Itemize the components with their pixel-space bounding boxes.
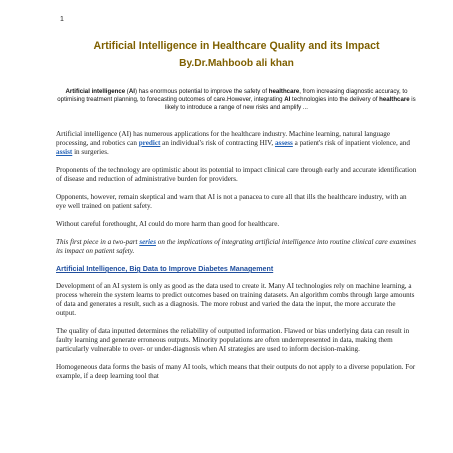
- abstract-bold: AI: [128, 88, 135, 95]
- paragraph: Proponents of the technology are optimistic about its potential to impact clinical care through early and accurate identification of disease and reduction of administrative burden for providers.: [56, 166, 417, 183]
- abstract-text: technologies into the delivery of: [290, 96, 380, 103]
- assess-link[interactable]: assess: [274, 139, 293, 147]
- predict-link[interactable]: predict: [138, 139, 161, 147]
- paragraph-text: in surgeries.: [72, 148, 109, 156]
- paragraph-italic: [56, 238, 417, 256]
- page-number: 1: [60, 16, 64, 23]
- paragraph: Opponents, however, remain skeptical and warn that AI is not a panacea to cure all that ills the healthcare industry, with an eye well trained on patient safety.: [56, 193, 407, 210]
- abstract-text: ) has enormous potential to improve the safety of: [134, 88, 269, 95]
- paragraph: Without careful forethought, AI could do more harm than good for healthcare.: [56, 220, 280, 228]
- paragraph-text: on the implications of integrating artificial intelligence into routine clinical care examines its impact on patient safety.: [56, 238, 417, 255]
- paragraph: The quality of data inputted determines the reliability of outputted information. Flawed or bias underlying data can result in faulty learning and generate erroneous outputs. Minority populations are often underrepresented in data, making them particularly vulnerable to over- or under-diagnosis when AI strategies are used to inform decision-making.: [56, 327, 410, 353]
- abstract: [56, 88, 417, 112]
- abstract-bold: Artificial intelligence: [65, 88, 126, 95]
- paragraph-text: an individual's risk of contracting HIV,: [160, 139, 275, 147]
- abstract-text: (: [125, 88, 129, 95]
- paragraph-text: This first piece in a two-part: [56, 238, 140, 246]
- article-body: [56, 130, 417, 381]
- paragraph: Development of an AI system is only as good as the data used to create it. Many AI technologies rely on machine learning, a process wherein the system learns to predict outcomes based on training datasets. An algorithm combs through large amounts of data and generates a result, such as a diagnosis. The more robust and varied the data the input, the more accurate the output.: [56, 282, 415, 317]
- abstract-bold: healthcare: [268, 88, 300, 95]
- abstract-bold: healthcare: [379, 96, 410, 103]
- paragraph: [56, 130, 417, 157]
- abstract-text: , from increasing diagnostic accuracy, to optimising treatment planning, to forecasting outcomes of care.However, integrating: [57, 88, 408, 103]
- paragraph-text: Artificial intelligence (AI) has numerous applications for the healthcare industry. Machine learning, natural language processing, and robotics can: [56, 130, 391, 147]
- document-title: Artificial Intelligence in Healthcare Quality and its Impact: [93, 40, 380, 52]
- paragraph-text: a patient's risk of inpatient violence, and: [292, 139, 410, 147]
- abstract-text: is likely to introduce a range of new risks and amplify ...: [165, 96, 416, 111]
- paragraph: Homogeneous data forms the basis of many AI tools, which means that their outputs do not apply to a diverse population. For example, if a deep learning tool that: [56, 363, 416, 380]
- series-link[interactable]: series: [139, 238, 156, 246]
- abstract-bold: AI: [284, 96, 291, 103]
- assist-link[interactable]: assist: [56, 148, 73, 156]
- section-heading-link[interactable]: Artificial Intelligence, Big Data to Improve Diabetes Management: [56, 265, 274, 273]
- author-byline: By.Dr.Mahboob ali khan: [179, 58, 294, 69]
